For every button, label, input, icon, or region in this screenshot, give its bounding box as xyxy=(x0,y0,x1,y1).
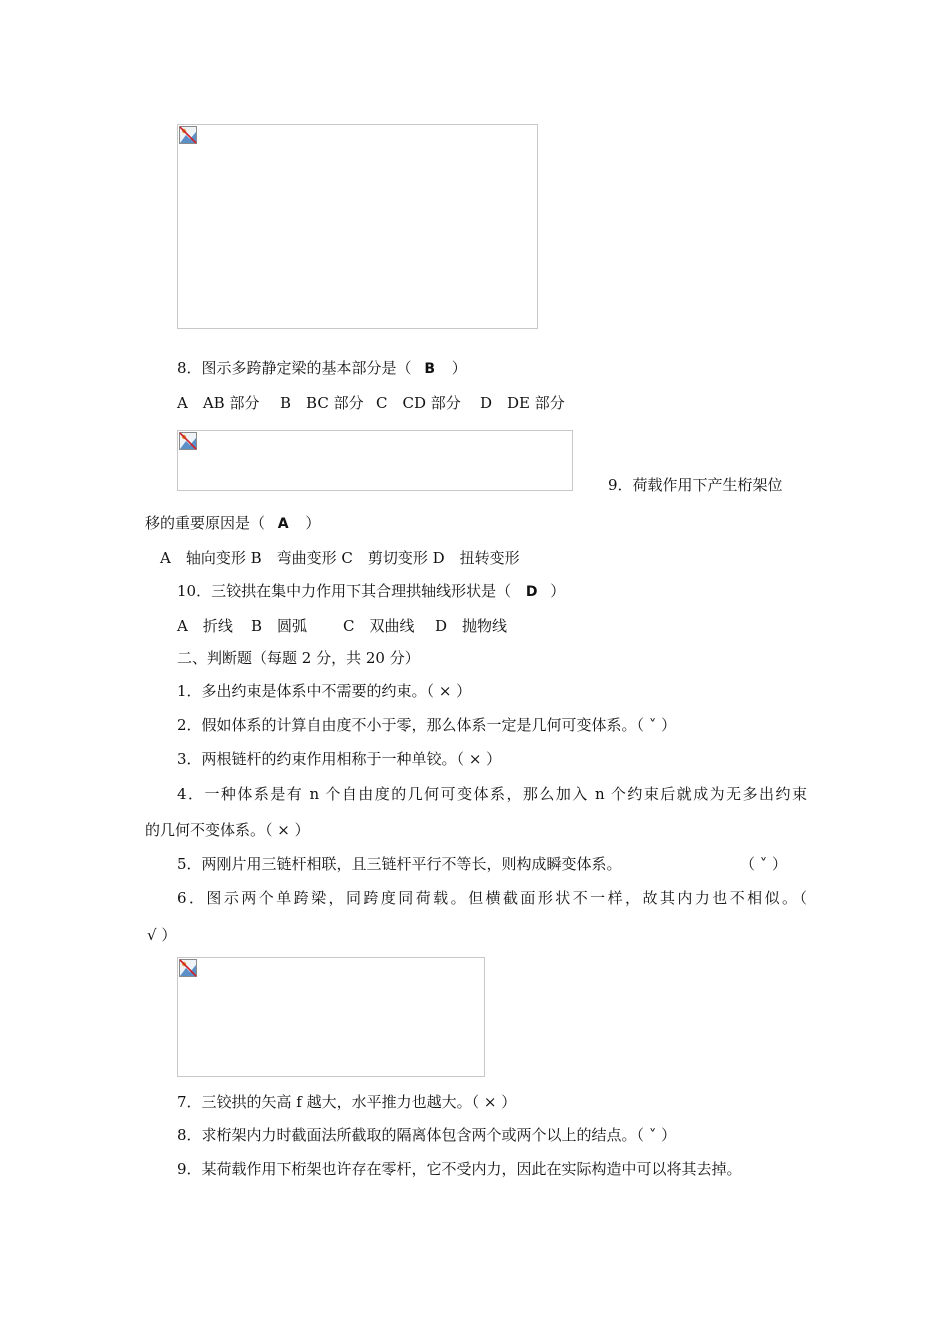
section-title: 二、判断题（每题 2 分，共 20 分） xyxy=(177,649,420,667)
q9-question-cont xyxy=(145,513,320,534)
broken-image-icon xyxy=(179,432,197,450)
q8-options xyxy=(177,393,565,413)
q10-option-a: A 折线 xyxy=(177,617,233,635)
tf-item-8: 8．求桁架内力时截面法所截取的隔离体包含两个或两个以上的结点。（ ˅ ） xyxy=(177,1126,677,1144)
q9-question-start: 9．荷载作用下产生桁架位 xyxy=(608,476,783,494)
figure-placeholder-2 xyxy=(177,430,573,491)
q10-text: 10．三铰拱在集中力作用下其合理拱轴线形状是（ xyxy=(177,582,512,600)
tf-item-6: 6．图示两个单跨梁，同跨度同荷载。但横截面形状不一样，故其内力也不相似。（ xyxy=(177,889,807,907)
tf-item-2: 2．假如体系的计算自由度不小于零，那么体系一定是几何可变体系。（ ˅ ） xyxy=(177,716,677,734)
q8-text: 8．图示多跨静定梁的基本部分是（ xyxy=(177,359,412,377)
q10-answer: D xyxy=(525,584,538,600)
q10-options xyxy=(177,616,508,636)
q8-option-a: A AB 部分 xyxy=(177,394,260,412)
q8-close: ） xyxy=(451,359,467,377)
q10-option-d: D 抛物线 xyxy=(435,617,508,635)
q9-text: 移的重要原因是（ xyxy=(145,514,266,532)
broken-image-icon xyxy=(179,959,197,977)
tf-item-5-mark: （ ˅ ） xyxy=(740,855,788,873)
tf-item-9: 9．某荷载作用下桁架也许存在零杆，它不受内力，因此在实际构造中可以将其去掉。 xyxy=(177,1160,742,1178)
tf-item-5-text: 5．两刚片用三链杆相联，且三链杆平行不等长，则构成瞬变体系。 xyxy=(177,855,622,873)
q9-close: ） xyxy=(305,514,321,532)
figure-placeholder-3 xyxy=(177,957,485,1077)
q10-option-b: B 圆弧 xyxy=(251,617,308,635)
q10-option-c: C 双曲线 xyxy=(343,617,415,635)
tf-item-6-cont: √ ） xyxy=(147,926,177,944)
tf-item-4: 4．一种体系是有 n 个自由度的几何可变体系，那么加入 n 个约束后就成为无多出约束 xyxy=(177,785,807,803)
broken-image-icon xyxy=(179,126,197,144)
q9-options: A 轴向变形 B 弯曲变形 C 剪切变形 D 扭转变形 xyxy=(160,549,520,567)
q8-option-d: D DE 部分 xyxy=(480,394,565,412)
tf-item-1: 1．多出约束是体系中不需要的约束。（ × ） xyxy=(177,682,472,700)
q8-question xyxy=(177,358,467,379)
figure-placeholder-1 xyxy=(177,124,538,329)
q10-close: ） xyxy=(550,582,566,600)
tf-item-7: 7．三铰拱的矢高 f 越大，水平推力也越大。（ × ） xyxy=(177,1093,517,1111)
q9-answer: A xyxy=(277,516,289,532)
q8-option-b: B BC 部分 xyxy=(280,394,364,412)
q10-question xyxy=(177,581,565,602)
tf-item-4-cont: 的几何不变体系。（ × ） xyxy=(145,821,310,839)
q8-answer: B xyxy=(424,361,435,377)
q8-option-c: C CD 部分 xyxy=(376,394,461,412)
tf-item-5 xyxy=(177,854,622,874)
tf-item-3: 3．两根链杆的约束作用相称于一种单铰。（ × ） xyxy=(177,750,502,768)
